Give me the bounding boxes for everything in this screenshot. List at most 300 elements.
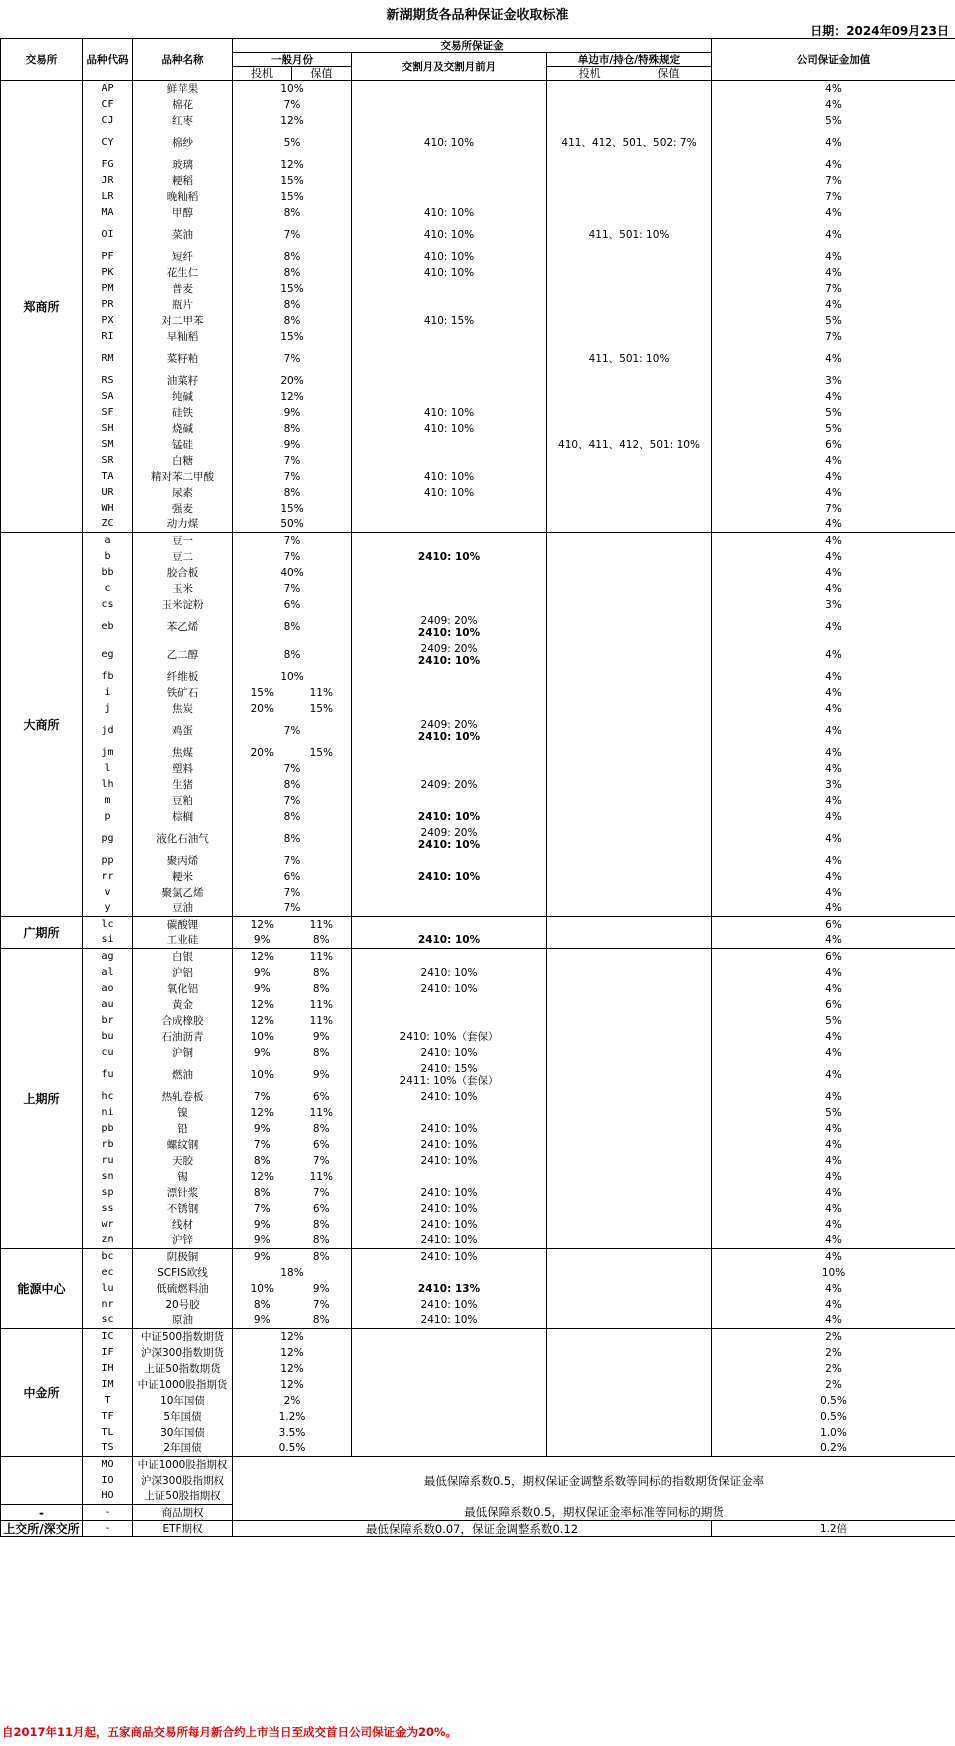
company-margin-add: 1.2倍 bbox=[712, 1521, 955, 1537]
product-code: RS bbox=[83, 373, 133, 389]
header-general-month: 一般月份 bbox=[233, 53, 352, 67]
delivery-month-margin bbox=[352, 1313, 547, 1329]
company-margin-add: 4% bbox=[712, 1233, 955, 1249]
product-name: 阴极铜 bbox=[133, 1249, 233, 1265]
product-name: 锡 bbox=[133, 1169, 233, 1185]
header-exchange: 交易所 bbox=[1, 39, 83, 81]
delivery-month-line: 2410: 15% bbox=[420, 1062, 478, 1075]
hedge-margin: 8% bbox=[312, 1046, 330, 1059]
product-code: lh bbox=[83, 777, 133, 793]
single-side-rule: 411、501: 10% bbox=[547, 345, 712, 373]
product-name: 玻璃 bbox=[133, 157, 233, 173]
product-code: IH bbox=[83, 1361, 133, 1377]
single-side-rule: 411、501: 10% bbox=[547, 221, 712, 249]
single-side-rule bbox=[547, 1265, 712, 1281]
product-name: 不锈钢 bbox=[133, 1201, 233, 1217]
delivery-month-margin bbox=[352, 501, 547, 517]
delivery-month-line: 410: 10% bbox=[423, 136, 475, 149]
table-row bbox=[1, 1105, 955, 1121]
delivery-month-line: 2410: 10% bbox=[420, 1298, 478, 1311]
option-name: 沪深300股指期权 bbox=[133, 1473, 233, 1489]
product-code: - bbox=[83, 1505, 133, 1521]
product-code: j bbox=[83, 701, 133, 717]
company-margin-add: 4% bbox=[712, 205, 955, 221]
hedge-margin: 8% bbox=[312, 1122, 330, 1135]
delivery-month-margin bbox=[352, 1297, 547, 1313]
table-row bbox=[1, 641, 955, 669]
delivery-month-margin bbox=[352, 173, 547, 189]
product-code: SM bbox=[83, 437, 133, 453]
header-exchange-margin: 交易所保证金 bbox=[233, 39, 712, 53]
product-name: 沪锌 bbox=[133, 1233, 233, 1249]
company-margin-add: 6% bbox=[712, 997, 955, 1013]
table-row bbox=[1, 885, 955, 901]
header-company-add: 公司保证金加值 bbox=[712, 39, 955, 81]
delivery-month-margin bbox=[352, 1217, 547, 1233]
delivery-month-margin bbox=[352, 809, 547, 825]
table-row bbox=[1, 613, 955, 641]
product-name: 纤维板 bbox=[133, 669, 233, 685]
single-side-rule bbox=[547, 533, 712, 549]
speculation-margin: 12% bbox=[250, 998, 274, 1011]
product-name: 30年国债 bbox=[133, 1425, 233, 1441]
single-side-rule bbox=[547, 1345, 712, 1361]
product-code: ec bbox=[83, 1265, 133, 1281]
single-side-rule: 410、411、412、501: 10% bbox=[547, 437, 712, 453]
product-name: 锰硅 bbox=[133, 437, 233, 453]
product-name: 商品期权 bbox=[133, 1505, 233, 1521]
product-code: RM bbox=[83, 345, 133, 373]
exchange-name: 上期所 bbox=[1, 949, 83, 1249]
company-margin-add: 4% bbox=[712, 565, 955, 581]
delivery-month-line: 2410: 10% bbox=[420, 1314, 478, 1327]
hedge-margin: 6% bbox=[312, 1202, 330, 1215]
report-date: 日期：2024年09月23日 bbox=[810, 24, 949, 38]
speculation-margin: 12% bbox=[250, 1106, 274, 1119]
delivery-month-margin bbox=[352, 1233, 547, 1249]
delivery-month-line: 2409: 20% bbox=[420, 642, 478, 655]
delivery-month-margin bbox=[352, 81, 547, 97]
single-side-rule bbox=[547, 1089, 712, 1105]
product-code: hc bbox=[83, 1089, 133, 1105]
product-code: bb bbox=[83, 565, 133, 581]
product-code: CJ bbox=[83, 113, 133, 129]
delivery-month-line: 2409: 20% bbox=[420, 614, 478, 627]
table-row bbox=[1, 869, 955, 885]
speculation-margin: 10% bbox=[250, 1030, 274, 1043]
table-row bbox=[1, 597, 955, 613]
company-margin-add: 4% bbox=[712, 1217, 955, 1233]
company-margin-add: 4% bbox=[712, 485, 955, 501]
company-margin-add: 4% bbox=[712, 221, 955, 249]
product-name: 普麦 bbox=[133, 281, 233, 297]
product-name: 豆一 bbox=[133, 533, 233, 549]
company-margin-add: 4% bbox=[712, 901, 955, 917]
header-code: 品种代码 bbox=[83, 39, 133, 81]
general-month-margin: 8% bbox=[283, 298, 301, 311]
product-code: IF bbox=[83, 1345, 133, 1361]
company-margin-add: 2% bbox=[712, 1329, 955, 1345]
table-row bbox=[1, 221, 955, 249]
product-code: y bbox=[83, 901, 133, 917]
general-month-margin: 12% bbox=[280, 1330, 304, 1343]
delivery-month-margin bbox=[352, 129, 547, 157]
delivery-month-line: 2410: 10% bbox=[420, 1154, 478, 1167]
single-side-rule bbox=[547, 1013, 712, 1029]
product-code: IM bbox=[83, 1377, 133, 1393]
product-code: lu bbox=[83, 1281, 133, 1297]
general-month-margin: 0.5% bbox=[233, 1441, 352, 1457]
table-row bbox=[1, 917, 955, 933]
product-code: PM bbox=[83, 281, 133, 297]
product-code: rr bbox=[83, 869, 133, 885]
delivery-month-margin bbox=[352, 389, 547, 405]
delivery-month-margin bbox=[352, 669, 547, 685]
product-name: 20号胶 bbox=[133, 1297, 233, 1313]
speculation-margin: 12% bbox=[250, 1014, 274, 1027]
general-month-margin: 50% bbox=[233, 517, 352, 533]
company-margin-add: 3% bbox=[712, 777, 955, 793]
table-row bbox=[1, 1329, 955, 1345]
speculation-margin: 9% bbox=[253, 1250, 271, 1263]
general-month-margin: 8% bbox=[283, 620, 301, 633]
product-name: 原油 bbox=[133, 1313, 233, 1329]
table-row bbox=[1, 965, 955, 981]
single-side-rule bbox=[547, 313, 712, 329]
single-side-rule bbox=[547, 917, 712, 933]
delivery-month-margin bbox=[352, 1045, 547, 1061]
product-name: 螺纹钢 bbox=[133, 1137, 233, 1153]
hedge-margin: 7% bbox=[312, 1154, 330, 1167]
delivery-month-margin bbox=[352, 421, 547, 437]
delivery-month-margin bbox=[352, 265, 547, 281]
general-month-margin: 8% bbox=[283, 314, 301, 327]
company-margin-add: 4% bbox=[712, 885, 955, 901]
table-row bbox=[1, 205, 955, 221]
single-side-rule bbox=[547, 1249, 712, 1265]
single-side-rule bbox=[547, 565, 712, 581]
company-margin-add: 7% bbox=[712, 189, 955, 205]
table-row bbox=[1, 157, 955, 173]
table-row bbox=[1, 81, 955, 97]
single-side-rule: 411、412、501、502: 7% bbox=[547, 129, 712, 157]
company-margin-add: 4% bbox=[712, 761, 955, 777]
product-name: 鲜苹果 bbox=[133, 81, 233, 97]
product-name: 白银 bbox=[133, 949, 233, 965]
delivery-month-line: 2409: 20% bbox=[420, 778, 478, 791]
option-code: IO bbox=[83, 1473, 133, 1489]
product-name: 尿素 bbox=[133, 485, 233, 501]
delivery-month-margin bbox=[352, 113, 547, 129]
single-side-rule bbox=[547, 1169, 712, 1185]
product-code: pp bbox=[83, 853, 133, 869]
product-code: UR bbox=[83, 485, 133, 501]
product-name: 黄金 bbox=[133, 997, 233, 1013]
product-name: 5年国债 bbox=[133, 1409, 233, 1425]
company-margin-add: 4% bbox=[712, 249, 955, 265]
table-row bbox=[1, 1393, 955, 1409]
table-row bbox=[1, 1441, 955, 1457]
delivery-month-line: 2410: 10% bbox=[420, 1202, 478, 1215]
page-title: 新湖期货各品种保证金收取标准 bbox=[386, 8, 569, 23]
single-side-rule bbox=[547, 1185, 712, 1201]
delivery-month-line: 410: 10% bbox=[423, 470, 475, 483]
product-name: 热轧卷板 bbox=[133, 1089, 233, 1105]
company-margin-add: 4% bbox=[712, 1089, 955, 1105]
company-margin-add: 5% bbox=[712, 1013, 955, 1029]
single-side-rule bbox=[547, 389, 712, 405]
single-side-rule bbox=[547, 853, 712, 869]
single-side-rule bbox=[547, 485, 712, 501]
delivery-month-margin bbox=[352, 1249, 547, 1265]
delivery-month-margin bbox=[352, 1061, 547, 1089]
general-month-margin: 8% bbox=[283, 486, 301, 499]
delivery-month-margin bbox=[352, 1137, 547, 1153]
company-margin-add: 10% bbox=[712, 1265, 955, 1281]
product-name: 对二甲苯 bbox=[133, 313, 233, 329]
header-speculation: 投机 bbox=[233, 67, 292, 81]
company-margin-add: 4% bbox=[712, 81, 955, 97]
single-side-rule bbox=[547, 97, 712, 113]
product-name: ETF期权 bbox=[133, 1521, 233, 1537]
speculation-margin: 20% bbox=[250, 746, 274, 759]
exchange-name: 大商所 bbox=[1, 533, 83, 917]
table-row bbox=[1, 1185, 955, 1201]
general-month-margin: 12% bbox=[280, 1362, 304, 1375]
single-side-rule bbox=[547, 933, 712, 949]
table-row bbox=[1, 761, 955, 777]
table-row bbox=[1, 1345, 955, 1361]
delivery-month-margin bbox=[352, 949, 547, 965]
single-side-rule bbox=[547, 981, 712, 997]
general-month-margin: 8% bbox=[283, 778, 301, 791]
product-code: i bbox=[83, 685, 133, 701]
table-row bbox=[1, 297, 955, 313]
table-row bbox=[1, 1361, 955, 1377]
delivery-month-line: 2410: 10% bbox=[417, 934, 481, 947]
speculation-margin: 9% bbox=[233, 933, 292, 949]
delivery-month-margin bbox=[352, 869, 547, 885]
single-side-rule bbox=[547, 777, 712, 793]
table-row bbox=[1, 1313, 955, 1329]
company-margin-add: 4% bbox=[712, 1281, 955, 1297]
product-name: 豆二 bbox=[133, 549, 233, 565]
table-row bbox=[1, 1013, 955, 1029]
product-code: m bbox=[83, 793, 133, 809]
table-row bbox=[1, 1521, 955, 1537]
delivery-month-margin bbox=[352, 917, 547, 933]
delivery-month-line: 2411: 10%（套保） bbox=[399, 1074, 499, 1087]
company-margin-add: 5% bbox=[712, 313, 955, 329]
product-code: c bbox=[83, 581, 133, 597]
product-name: 上证50指数期货 bbox=[133, 1361, 233, 1377]
delivery-month-line: 410: 10% bbox=[423, 250, 475, 263]
product-name: 沪铜 bbox=[133, 1045, 233, 1061]
general-month-margin: 2% bbox=[283, 1394, 301, 1407]
product-name: 碳酸锂 bbox=[133, 917, 233, 933]
speculation-margin: 8% bbox=[253, 1186, 271, 1199]
table-row bbox=[1, 1061, 955, 1089]
company-margin-add: 2% bbox=[712, 1361, 955, 1377]
table-row bbox=[1, 669, 955, 685]
general-month-margin: 20% bbox=[280, 374, 304, 387]
product-code: nr bbox=[83, 1297, 133, 1313]
table-row bbox=[1, 329, 955, 345]
single-side-rule bbox=[547, 745, 712, 761]
delivery-month-margin bbox=[352, 761, 547, 777]
company-margin-add: 4% bbox=[712, 809, 955, 825]
general-month-margin: 7% bbox=[283, 98, 301, 111]
single-side-rule bbox=[547, 581, 712, 597]
hedge-margin: 15% bbox=[309, 702, 333, 715]
delivery-month-line: 2410: 10% bbox=[420, 1138, 478, 1151]
product-code: T bbox=[83, 1393, 133, 1409]
single-side-rule bbox=[547, 901, 712, 917]
table-row bbox=[1, 469, 955, 485]
speculation-margin: 9% bbox=[253, 1218, 271, 1231]
single-side-rule bbox=[547, 1029, 712, 1045]
company-margin-add: 4% bbox=[712, 517, 955, 533]
delivery-month-line: 2410: 10% bbox=[417, 626, 481, 639]
general-month-margin: 8% bbox=[283, 206, 301, 219]
table-row bbox=[1, 1425, 955, 1441]
product-name: 塑料 bbox=[133, 761, 233, 777]
table-row bbox=[1, 97, 955, 113]
delivery-month-line: 2410: 13% bbox=[417, 1282, 481, 1295]
delivery-month-margin bbox=[352, 517, 547, 533]
single-side-rule bbox=[547, 297, 712, 313]
company-margin-add: 4% bbox=[712, 701, 955, 717]
delivery-month-margin bbox=[352, 1441, 547, 1457]
table-row bbox=[1, 997, 955, 1013]
speculation-margin: 15% bbox=[250, 686, 274, 699]
product-name: 花生仁 bbox=[133, 265, 233, 281]
company-margin-add: 4% bbox=[712, 97, 955, 113]
single-side-rule bbox=[547, 1045, 712, 1061]
product-name: 石油沥青 bbox=[133, 1029, 233, 1045]
company-margin-add: 5% bbox=[712, 421, 955, 437]
product-name: 焦煤 bbox=[133, 745, 233, 761]
delivery-month-margin bbox=[352, 281, 547, 297]
delivery-month-line: 2410: 10% bbox=[420, 1218, 478, 1231]
product-code: al bbox=[83, 965, 133, 981]
general-month-margin: 15% bbox=[280, 282, 304, 295]
option-name: 中证1000股指期权 bbox=[133, 1457, 233, 1473]
speculation-margin: 9% bbox=[233, 1233, 292, 1249]
company-margin-add: 2% bbox=[712, 1345, 955, 1361]
product-code: l bbox=[83, 761, 133, 777]
product-name: 中证500指数期货 bbox=[133, 1329, 233, 1345]
single-side-rule bbox=[547, 405, 712, 421]
single-side-rule bbox=[547, 869, 712, 885]
product-name: 动力煤 bbox=[133, 517, 233, 533]
general-month-margin: 3.5% bbox=[278, 1426, 306, 1439]
delivery-month-margin bbox=[352, 189, 547, 205]
single-side-rule bbox=[547, 997, 712, 1013]
delivery-month-line: 410: 10% bbox=[423, 486, 475, 499]
general-month-margin: 8% bbox=[283, 832, 301, 845]
delivery-month-margin bbox=[352, 313, 547, 329]
table-row bbox=[1, 1249, 955, 1265]
table-row bbox=[1, 1153, 955, 1169]
company-margin-add: 4% bbox=[712, 297, 955, 313]
single-side-rule bbox=[547, 469, 712, 485]
table-row bbox=[1, 1457, 955, 1473]
product-name: 强麦 bbox=[133, 501, 233, 517]
hedge-margin: 7% bbox=[312, 1298, 330, 1311]
table-row bbox=[1, 933, 955, 949]
delivery-month-line: 2410: 10% bbox=[420, 1046, 478, 1059]
company-margin-add: 4% bbox=[712, 613, 955, 641]
product-code: ZC bbox=[83, 517, 133, 533]
product-code: SF bbox=[83, 405, 133, 421]
product-code: b bbox=[83, 549, 133, 565]
single-side-rule bbox=[547, 761, 712, 777]
product-name: 沪铝 bbox=[133, 965, 233, 981]
product-name: 焦炭 bbox=[133, 701, 233, 717]
delivery-month-line: 410: 10% bbox=[423, 406, 475, 419]
general-month-margin: 8% bbox=[283, 810, 301, 823]
delivery-month-line: 2410: 10% bbox=[420, 1090, 478, 1103]
single-side-rule bbox=[547, 641, 712, 669]
product-code: TA bbox=[83, 469, 133, 485]
product-name: 短纤 bbox=[133, 249, 233, 265]
product-name: 甲醇 bbox=[133, 205, 233, 221]
delivery-month-margin bbox=[352, 981, 547, 997]
exchange-name-spacer bbox=[1, 1457, 83, 1505]
product-name: 油菜籽 bbox=[133, 373, 233, 389]
delivery-month-margin bbox=[352, 777, 547, 793]
company-margin-add: 4% bbox=[712, 549, 955, 565]
single-side-rule bbox=[547, 329, 712, 345]
delivery-month-margin bbox=[352, 221, 547, 249]
speculation-margin: 8% bbox=[253, 1298, 271, 1311]
single-side-rule bbox=[547, 1313, 712, 1329]
hedge-margin: 11% bbox=[309, 1106, 333, 1119]
commodity-options-note: 最低保障系数0.5，期权保证金率标准等同标的期货 bbox=[233, 1505, 955, 1521]
product-code: CF bbox=[83, 97, 133, 113]
company-margin-add: 4% bbox=[712, 129, 955, 157]
hedge-margin: 11% bbox=[309, 998, 333, 1011]
product-code: jm bbox=[83, 745, 133, 761]
delivery-month-margin bbox=[352, 965, 547, 981]
company-margin-add: 6% bbox=[712, 437, 955, 453]
product-code: PR bbox=[83, 297, 133, 313]
general-month-margin: 7% bbox=[283, 724, 301, 737]
single-side-rule bbox=[547, 685, 712, 701]
general-month-margin: 7% bbox=[283, 794, 301, 807]
table-row bbox=[1, 405, 955, 421]
company-margin-add: 4% bbox=[712, 1061, 955, 1089]
delivery-month-margin bbox=[352, 1361, 547, 1377]
table-row bbox=[1, 1045, 955, 1061]
table-row bbox=[1, 1217, 955, 1233]
product-code: pg bbox=[83, 825, 133, 853]
general-month-margin: 7% bbox=[283, 454, 301, 467]
table-row bbox=[1, 517, 955, 533]
product-code: AP bbox=[83, 81, 133, 97]
delivery-month-margin bbox=[352, 453, 547, 469]
table-row bbox=[1, 809, 955, 825]
company-margin-add: 2% bbox=[712, 1377, 955, 1393]
product-code: ss bbox=[83, 1201, 133, 1217]
product-name: 燃油 bbox=[133, 1061, 233, 1089]
table-row bbox=[1, 581, 955, 597]
product-name: 2年国债 bbox=[133, 1441, 233, 1457]
product-name: 10年国债 bbox=[133, 1393, 233, 1409]
delivery-month-margin bbox=[352, 329, 547, 345]
speculation-margin: 10% bbox=[250, 1282, 274, 1295]
